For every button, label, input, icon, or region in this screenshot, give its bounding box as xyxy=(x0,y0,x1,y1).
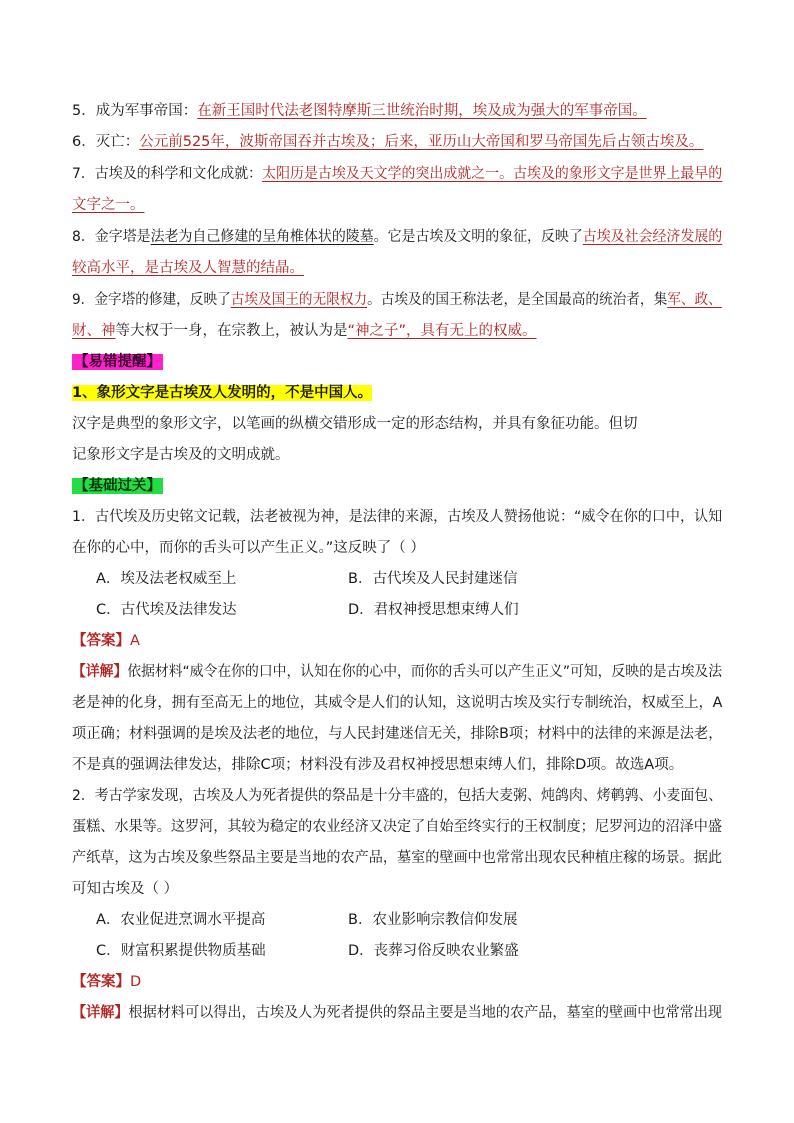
q1-detail-2: 老是神的化身，拥有至高无上的地位，其威令是人们的认知，这说明古埃及实行专制统治，权威至上，A xyxy=(72,695,723,711)
tips-heading xyxy=(72,351,163,373)
q2-stem-3: 产纸草，这为古埃及象些祭品主要是当地的农产品，墓室的壁画中也常常出现农民种植庄稼的场景。据此 xyxy=(72,850,722,866)
item-8-answer-2: 较高水平，是古埃及人智慧的结晶。 xyxy=(72,260,304,276)
q1-option-b: B．古代埃及人民封建迷信 xyxy=(348,571,518,587)
q1-option-a: A．埃及法老权威至上 xyxy=(96,571,237,587)
q2-detail-1 xyxy=(72,1002,722,1024)
q2-detail-text-1: 根据材料可以得出，古埃及人为死者提供的祭品主要是当地的农产品，墓室的壁画中也常常出现 xyxy=(128,1005,722,1021)
tips-line-1: 汉字是典型的象形文字，以笔画的纵横交错形成一定的形态结构，并具有象征功能。但切 xyxy=(72,416,638,432)
item-7 xyxy=(72,163,722,185)
q1-option-c: C．古代埃及法律发达 xyxy=(96,602,237,618)
q2-option-b: B．农业影响宗教信仰发展 xyxy=(348,912,518,928)
item-6-answer: 公元前525年，波斯帝国吞并古埃及；后来，亚历山大帝国和罗马帝国先后占领古埃及。 xyxy=(139,134,704,150)
q1-answer-tag: 【答案】 xyxy=(72,633,130,649)
q2-option-c: C．财富积累提供物质基础 xyxy=(96,943,266,959)
item-5 xyxy=(72,100,647,122)
item-9-answer-3: 财、神 xyxy=(72,323,116,339)
q2-answer xyxy=(72,971,141,993)
item-9-cont xyxy=(72,320,537,342)
item-8-underlined: 法老为自己修建的呈角椎体状的陵墓 xyxy=(150,229,374,245)
tips-key-point: 1、象形文字是古埃及人发明的，不是中国人。 xyxy=(72,385,373,401)
q1-detail-4: 不是真的强调法律发达，排除C项；材料没有涉及君权神授思想束缚人们，排除D项。故选A项。 xyxy=(72,757,684,773)
item-6-prefix: 6．灭亡： xyxy=(72,134,140,150)
item-8-text: 。它是古埃及文明的象征，反映了 xyxy=(373,229,583,245)
item-5-answer: 在新王国时代法老图特摩斯三世统治时期，埃及成为强大的军事帝国。 xyxy=(197,103,647,119)
item-9-prefix: 9．金字塔的修建，反映了 xyxy=(72,292,231,308)
q1-answer xyxy=(72,630,140,652)
q2-stem-1: 2．考古学家发现，古埃及人为死者提供的祭品是十分丰盛的，包括大麦粥、炖鸽肉、烤鹌鹑、小麦面包、 xyxy=(72,788,723,804)
item-9-answer-2: 军、政、 xyxy=(667,292,722,308)
item-8 xyxy=(72,226,722,248)
q2-answer-value: D xyxy=(130,974,142,990)
item-7-answer-2: 文字之一。 xyxy=(72,197,145,213)
item-9-text-2: 等大权于一身，在宗教上，被认为是 xyxy=(115,323,348,339)
q2-stem-4: 可知古埃及（ ） xyxy=(72,881,179,897)
item-8-answer-1: 古埃及社会经济发展的 xyxy=(582,229,723,245)
q1-stem-1: 1．古代埃及历史铭文记载，法老被视为神，是法律的来源，古埃及人赞扬他说：“威令在你的口中，认知 xyxy=(72,509,723,525)
q2-answer-tag: 【答案】 xyxy=(72,974,130,990)
q1-detail-1 xyxy=(72,661,722,683)
item-6 xyxy=(72,131,703,153)
q1-detail-tag: 【详解】 xyxy=(72,664,128,680)
item-7-cont xyxy=(72,194,145,216)
tips-tag: 【易错提醒】 xyxy=(74,354,161,370)
q1-answer-value: A xyxy=(130,633,140,649)
item-9 xyxy=(72,289,722,311)
item-7-prefix: 7．古埃及的科学和文化成就： xyxy=(72,166,263,182)
q2-detail-tag: 【详解】 xyxy=(72,1005,129,1021)
item-8-prefix: 8．金字塔是 xyxy=(72,229,151,245)
q2-option-a: A．农业促进烹调水平提高 xyxy=(96,912,266,928)
q1-option-d: D．君权神授思想束缚人们 xyxy=(348,602,519,618)
item-7-answer-1: 太阳历是古埃及天文学的突出成就之一。古埃及的象形文字是世界上最早的 xyxy=(262,166,723,182)
tips-point xyxy=(72,382,372,404)
q1-detail-3: 项正确；材料强调的是埃及法老的地位，与人民封建迷信无关，排除B项；材料中的法律的来源是法老， xyxy=(72,726,723,742)
q2-stem-2: 蛋糕、水果等。这罗河，其较为稳定的农业经济又决定了自始至终实行的王权制度；尼罗河边的沼泽中盛 xyxy=(72,819,722,835)
q1-stem-2: 在你的心中，而你的舌头可以产生正义。”这反映了（ ） xyxy=(72,540,425,556)
q2-option-d: D．丧葬习俗反映农业繁盛 xyxy=(348,943,519,959)
item-8-cont xyxy=(72,257,304,279)
q1-detail-text-1: 依据材料“威令在你的口中，认知在你的心中，而你的舌头可以产生正义”可知，反映的是古埃及法 xyxy=(127,664,723,680)
basic-tag: 【基础过关】 xyxy=(74,478,161,494)
tips-line-2: 记象形文字是古埃及的文明成就。 xyxy=(72,447,290,463)
basic-heading xyxy=(72,475,163,497)
item-9-answer-4: “神之子”，具有无上的权威。 xyxy=(347,323,537,339)
item-9-answer-1: 古埃及国王的无限权力 xyxy=(230,292,368,308)
item-9-text: 。古埃及的国王称法老，是全国最高的统治者，集 xyxy=(367,292,668,308)
item-5-prefix: 5．成为军事帝国： xyxy=(72,103,198,119)
